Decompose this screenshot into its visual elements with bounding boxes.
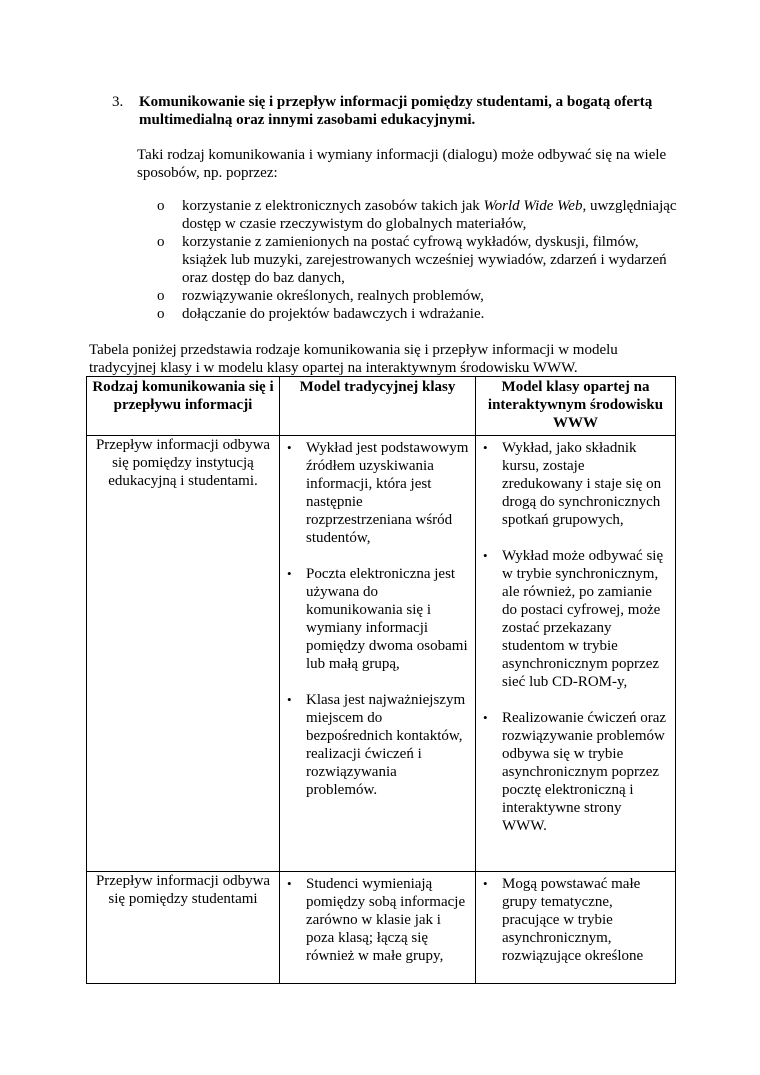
cell-bullet-marker: •: [287, 876, 292, 891]
cell-bullet-marker: •: [287, 566, 292, 581]
cell-bullet-text: Klasa jest najważniejszym miejscem do bezpośrednich kontaktów, realizacji ćwiczeń i rozwiązywania problemów.: [306, 692, 466, 798]
list-item-text: dołączanie do projektów badawczych i wdrażanie.: [182, 306, 485, 322]
cell-bullet-text: Wykład, jako składnik kursu, zostaje zredukowany i staje się on drogą do synchronicznych spotkań grupowych,: [502, 440, 662, 528]
cell-bullet-item: [286, 565, 469, 673]
bullet-marker: o: [157, 234, 165, 250]
bullet-marker: o: [157, 306, 165, 322]
cell-bullet-marker: •: [483, 440, 488, 455]
cell-bullet-item: [482, 709, 669, 835]
www-cell: [476, 436, 676, 872]
bullet-marker: o: [157, 288, 165, 304]
table-row: [87, 872, 676, 984]
cell-bullet-item: [482, 875, 669, 965]
cell-bullet-marker: •: [287, 692, 292, 707]
cell-bullet-text: Mogą powstawać małe grupy tematyczne, pracujące w trybie asynchronicznym, rozwiązujące określone: [502, 876, 644, 964]
traditional-cell: [280, 436, 476, 872]
list-item-text: , uwzględniając dostęp w czasie rzeczywistym do globalnych materiałów,: [182, 198, 677, 232]
cell-bullet-text: Wykład jest podstawowym źródłem uzyskiwania informacji, która jest następnie rozprzestrzeniana wśród studentów,: [306, 440, 469, 546]
cell-bullet-item: [286, 691, 469, 799]
list-item-text: korzystanie z zamienionych na postać cyfrową wykładów, dyskusji, filmów, książek lub muzyki, zarejestrowanych wcześniej wywiadów, zdarzeń i wydarzeń oraz dostęp do baz danych,: [182, 234, 667, 286]
bullet-list: [157, 197, 677, 323]
column-header-type: Rodzaj komunikowania się i przepływu informacji: [87, 377, 280, 436]
cell-bullet-marker: •: [287, 440, 292, 455]
list-item: [157, 233, 677, 287]
table-row: [87, 436, 676, 872]
list-item-text: rozwiązywanie określonych, realnych problemów,: [182, 288, 484, 304]
list-item-emphasis: World Wide Web: [483, 198, 583, 214]
traditional-cell: [280, 872, 476, 984]
list-item: [157, 287, 677, 305]
list-item: [157, 305, 677, 323]
www-cell: [476, 872, 676, 984]
cell-bullet-text: Realizowanie ćwiczeń oraz rozwiązywanie problemów odbywa się w trybie asynchronicznym poprzez pocztę elektroniczną i interaktywne strony WWW.: [502, 710, 667, 834]
cell-bullet-item: [482, 439, 669, 529]
table-intro-paragraph: Tabela poniżej przedstawia rodzaje komunikowania się i przepływ informacji w modelu tradycyjnej klasy i w modelu klasy opartej na interaktywnym środowisku WWW.: [89, 342, 618, 376]
cell-bullet-marker: •: [483, 876, 488, 891]
section-heading: [112, 93, 672, 129]
column-header-www: Model klasy opartej na interaktywnym środowisku WWW: [476, 377, 676, 436]
cell-bullet-text: Poczta elektroniczna jest używana do komunikowania się i wymiany informacji pomiędzy dwoma osobami lub małą grupą,: [306, 566, 468, 672]
list-item-text: korzystanie z elektronicznych zasobów takich jak: [182, 198, 484, 214]
cell-bullet-item: [286, 439, 469, 547]
row-label: Przepływ informacji odbywa się pomiędzy instytucją edukacyjną i studentami.: [87, 436, 280, 872]
section-number: 3.: [112, 94, 124, 110]
table-header-row: [87, 377, 676, 436]
bullet-marker: o: [157, 198, 165, 214]
section-heading-text: Komunikowanie się i przepływ informacji pomiędzy studentami, a bogatą ofertą multimedialną oraz innymi zasobami edukacyjnymi.: [139, 94, 653, 128]
cell-bullet-text: Wykład może odbywać się w trybie synchronicznym, ale również, po zamianie do postaci cyfrowej, może zostać przekazany studentom w trybie asynchronicznym poprzez sieć lub CD-ROM-y,: [502, 548, 664, 690]
column-header-traditional: Model tradycyjnej klasy: [280, 377, 476, 436]
cell-bullet-item: [286, 875, 469, 965]
intro-paragraph: Taki rodzaj komunikowania i wymiany informacji (dialogu) może odbywać się na wiele sposobów, np. poprzez:: [137, 147, 667, 181]
cell-bullet-text: Studenci wymieniają pomiędzy sobą informacje zarówno w klasie jak i poza klasą; łączą się również w małe grupy,: [306, 876, 466, 964]
cell-bullet-marker: •: [483, 548, 488, 563]
list-item: [157, 197, 677, 233]
cell-bullet-marker: •: [483, 710, 488, 725]
comparison-table: [86, 376, 676, 984]
cell-bullet-item: [482, 547, 669, 691]
row-label: Przepływ informacji odbywa się pomiędzy studentami: [87, 872, 280, 984]
